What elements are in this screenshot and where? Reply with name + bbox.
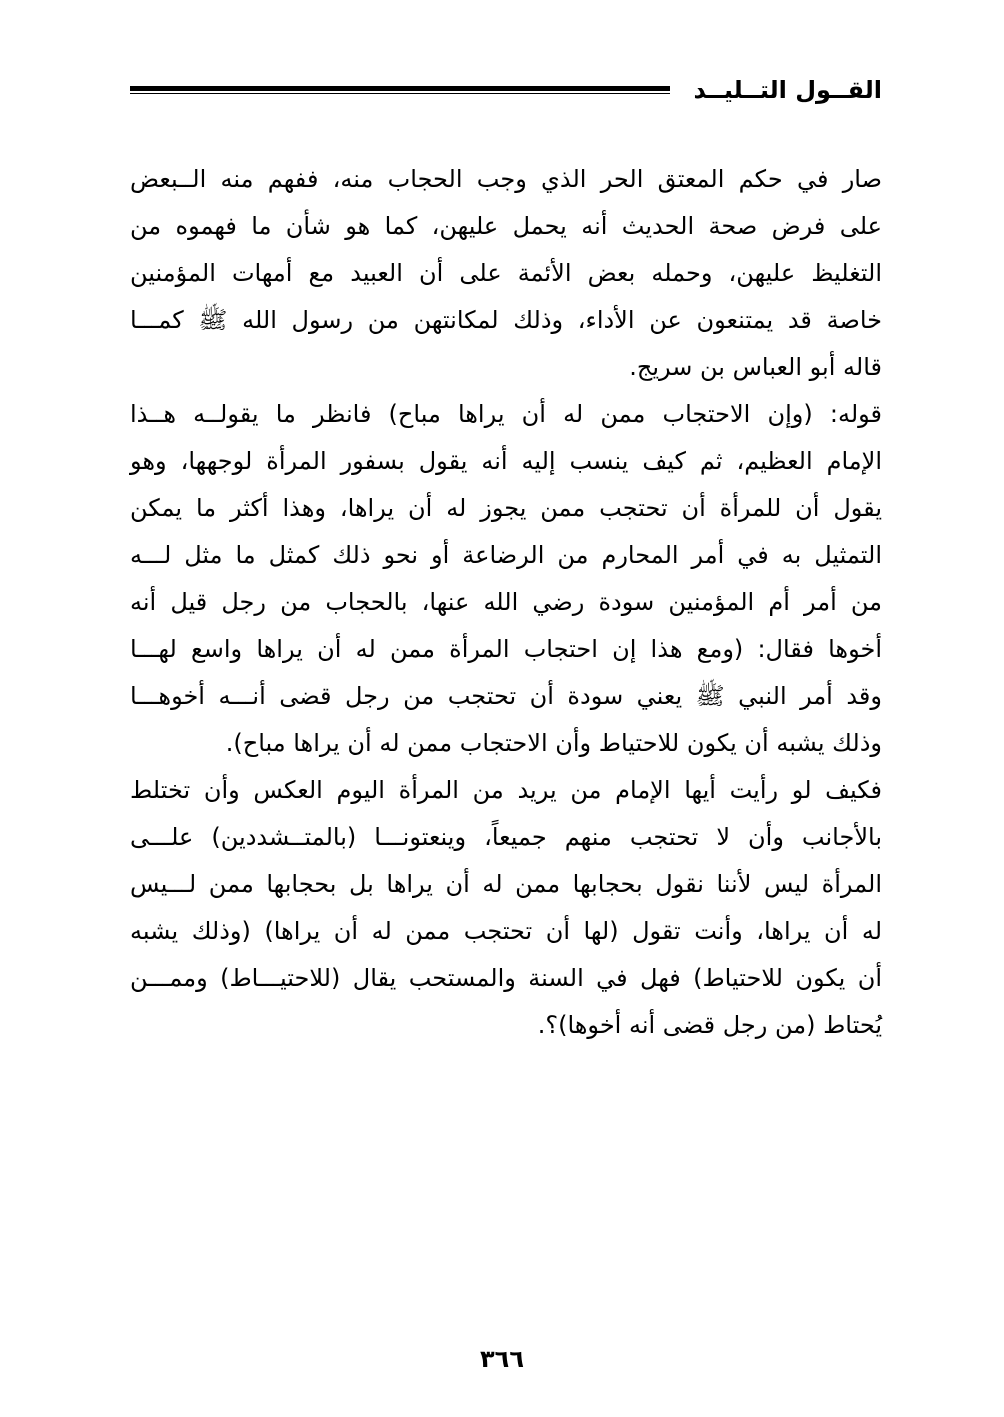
text-line: بالأجانب وأن لا تحتجب منهم جميعاً، وينعتونـــا (بالمتــشددين) علـــى <box>130 823 882 851</box>
text-line: أن يكون للاحتياط) فهل في السنة والمستحب يقال (للاحتيـــاط) وممـــن <box>130 964 882 992</box>
page-number: ٣٦٦ <box>480 1345 524 1373</box>
header-rule <box>130 86 670 94</box>
text-line: يقول أن للمرأة أن تحتجب ممن يجوز له أن يراها، وهذا أكثر ما يمكن <box>130 494 882 522</box>
text-line: قوله: (وإن الاحتجاب ممن له أن يراها مباح) فانظر ما يقولــه هــذا <box>130 400 882 428</box>
text-line: له أن يراها، وأنت تقول (لها أن تحتجب ممن له أن يراها) (وذلك يشبه <box>130 917 882 945</box>
text-line: خاصة قد يمتنعون عن الأداء، وذلك لمكانتهن من رسول الله ﷺ كمـــا <box>130 306 882 334</box>
running-head-title: القــول التــليــد <box>693 76 882 104</box>
body-text <box>130 156 882 1049</box>
text-line: الإمام العظيم، ثم كيف ينسب إليه أنه يقول بسفور المرأة لوجهها، وهو <box>130 447 882 475</box>
text-line: أخوها فقال: (ومع هذا إن احتجاب المرأة ممن له أن يراها واسع لهـــا <box>130 635 882 663</box>
text-line: يُحتاط (من رجل قضى أنه أخوها)؟. <box>537 1011 882 1039</box>
header-rule-thin <box>130 93 670 94</box>
text-line: التمثيل به في أمر المحارم من الرضاعة أو نحو ذلك كمثل ما مثل لـــه <box>130 541 882 569</box>
text-line: فكيف لو رأيت أيها الإمام من يريد من المرأة اليوم العكس وأن تختلط <box>130 776 882 804</box>
text-line: التغليظ عليهن، وحمله بعض الأئمة على أن العبيد مع أمهات المؤمنين <box>130 259 882 287</box>
text-line: قاله أبو العباس بن سريج. <box>629 353 882 381</box>
text-line: من أمر أم المؤمنين سودة رضي الله عنها، بالحجاب من رجل قيل أنه <box>130 588 882 616</box>
text-line: وقد أمر النبي ﷺ يعني سودة أن تحتجب من رجل قضى أنـــه أخوهـــا <box>130 682 882 710</box>
text-line: على فرض صحة الحديث أنه يحمل عليهن، كما هو شأن ما فهموه من <box>130 212 882 240</box>
text-line: وذلك يشبه أن يكون للاحتياط وأن الاحتجاب ممن له أن يراها مباح). <box>225 729 882 757</box>
page-header <box>130 70 882 110</box>
text-line: صار في حكم المعتق الحر الذي وجب الحجاب منه، ففهم منه الــبعض <box>130 165 882 193</box>
header-rule-thick <box>130 86 670 91</box>
text-line: المرأة ليس لأننا نقول بحجابها ممن له أن يراها بل بحجابها ممن لـــيس <box>130 870 882 898</box>
